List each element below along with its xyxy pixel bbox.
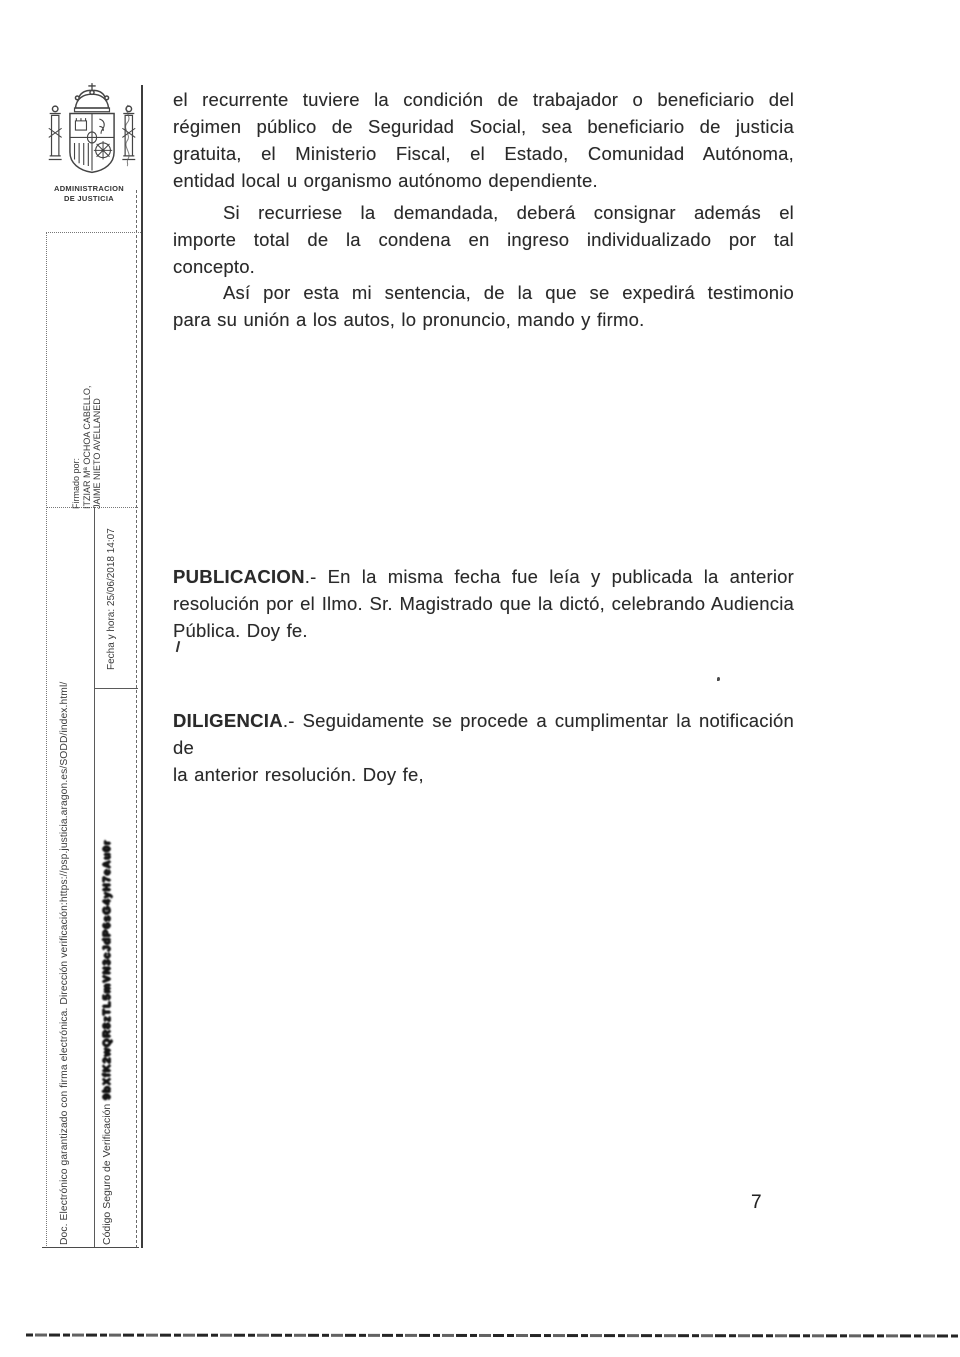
text-line: régimen público de Seguridad Social, sea beneficiario de justicia bbox=[173, 116, 794, 137]
paragraph-heading: DILIGENCIA bbox=[173, 710, 283, 731]
body-paragraph-asi-por-esta bbox=[173, 279, 794, 333]
text-line: entidad local u organismo autónomo dependiente. bbox=[173, 170, 598, 191]
text-line: para su unión a los autos, lo pronuncio, mando y firmo. bbox=[173, 309, 645, 330]
csv-code-redacted: 9bXfK2wQR8zTL5mVN3cJdP6sG4yH7eAu0r bbox=[101, 839, 113, 1100]
text-line: importe total de la condena en ingreso individualizado por tal bbox=[173, 229, 794, 250]
bottom-scan-artifact-line bbox=[26, 1334, 960, 1338]
text-line: gratuita, el Ministerio Fiscal, el Estado, Comunidad Autónoma, bbox=[173, 143, 794, 164]
text-line: la anterior resolución. Doy fe, bbox=[173, 764, 424, 785]
signed-by-label: Firmado por: bbox=[71, 457, 81, 509]
signer-name-2: JAIME NIETO AVELLANED bbox=[92, 398, 102, 509]
paragraph-heading: PUBLICACION bbox=[173, 566, 305, 587]
electronic-doc-guarantee-text: Doc. Electrónico garantizado con firma electrónica. Dirección verificación:https://psp.justicia.aragon.es/SODD/index.html/ bbox=[59, 681, 70, 1245]
caption-line-2: DE JUSTICIA bbox=[64, 194, 114, 203]
signer-name-1: ITZIAR Mª OCHOA CABELLO, bbox=[81, 385, 92, 509]
signature-table-column-divider bbox=[94, 507, 95, 1248]
administration-of-justice-caption bbox=[38, 184, 140, 204]
csv-label: Código Seguro de Verificación bbox=[101, 1103, 113, 1245]
body-paragraph-si-recurriese bbox=[173, 199, 794, 280]
signature-table-cell-divider bbox=[94, 688, 138, 689]
text-line: PUBLICACION.- En la misma fecha fue leía y publicada la anterior bbox=[173, 566, 794, 587]
stray-ink-speck bbox=[717, 677, 720, 681]
text-line: concepto. bbox=[173, 256, 256, 277]
sidebar-divider-line bbox=[141, 85, 143, 1248]
text-line: DILIGENCIA.- Seguidamente se procede a cumplimentar la notificación de bbox=[173, 710, 794, 758]
signature-scribble bbox=[122, 103, 134, 167]
signature-table-top-border bbox=[46, 232, 141, 233]
signed-by-block bbox=[71, 351, 103, 509]
diligencia-paragraph bbox=[173, 707, 794, 788]
secure-verification-code-block bbox=[101, 695, 113, 1245]
text-line: Pública. Doy fe. bbox=[173, 620, 308, 641]
body-paragraph-benefits bbox=[173, 86, 794, 194]
text-line: el recurrente tuviere la condición de trabajador o beneficiario del bbox=[173, 89, 794, 110]
text-line: Así por esta mi sentencia, de la que se expedirá testimonio bbox=[223, 282, 794, 303]
signature-table-left-border bbox=[46, 232, 47, 1248]
signature-datetime: Fecha y hora: 25/06/2018 14:07 bbox=[106, 528, 117, 670]
text-line: Si recurriese la demandada, deberá consignar además el bbox=[223, 202, 794, 223]
sidebar-divider-dashed-line bbox=[136, 190, 137, 1248]
publicacion-paragraph bbox=[173, 563, 794, 644]
caption-line-1: ADMINISTRACION bbox=[53, 184, 125, 193]
page-number: 7 bbox=[751, 1192, 762, 1213]
text-line: resolución por el Ilmo. Sr. Magistrado que la dictó, celebrando Audiencia bbox=[173, 593, 794, 614]
signature-table-bottom-border bbox=[42, 1247, 139, 1248]
